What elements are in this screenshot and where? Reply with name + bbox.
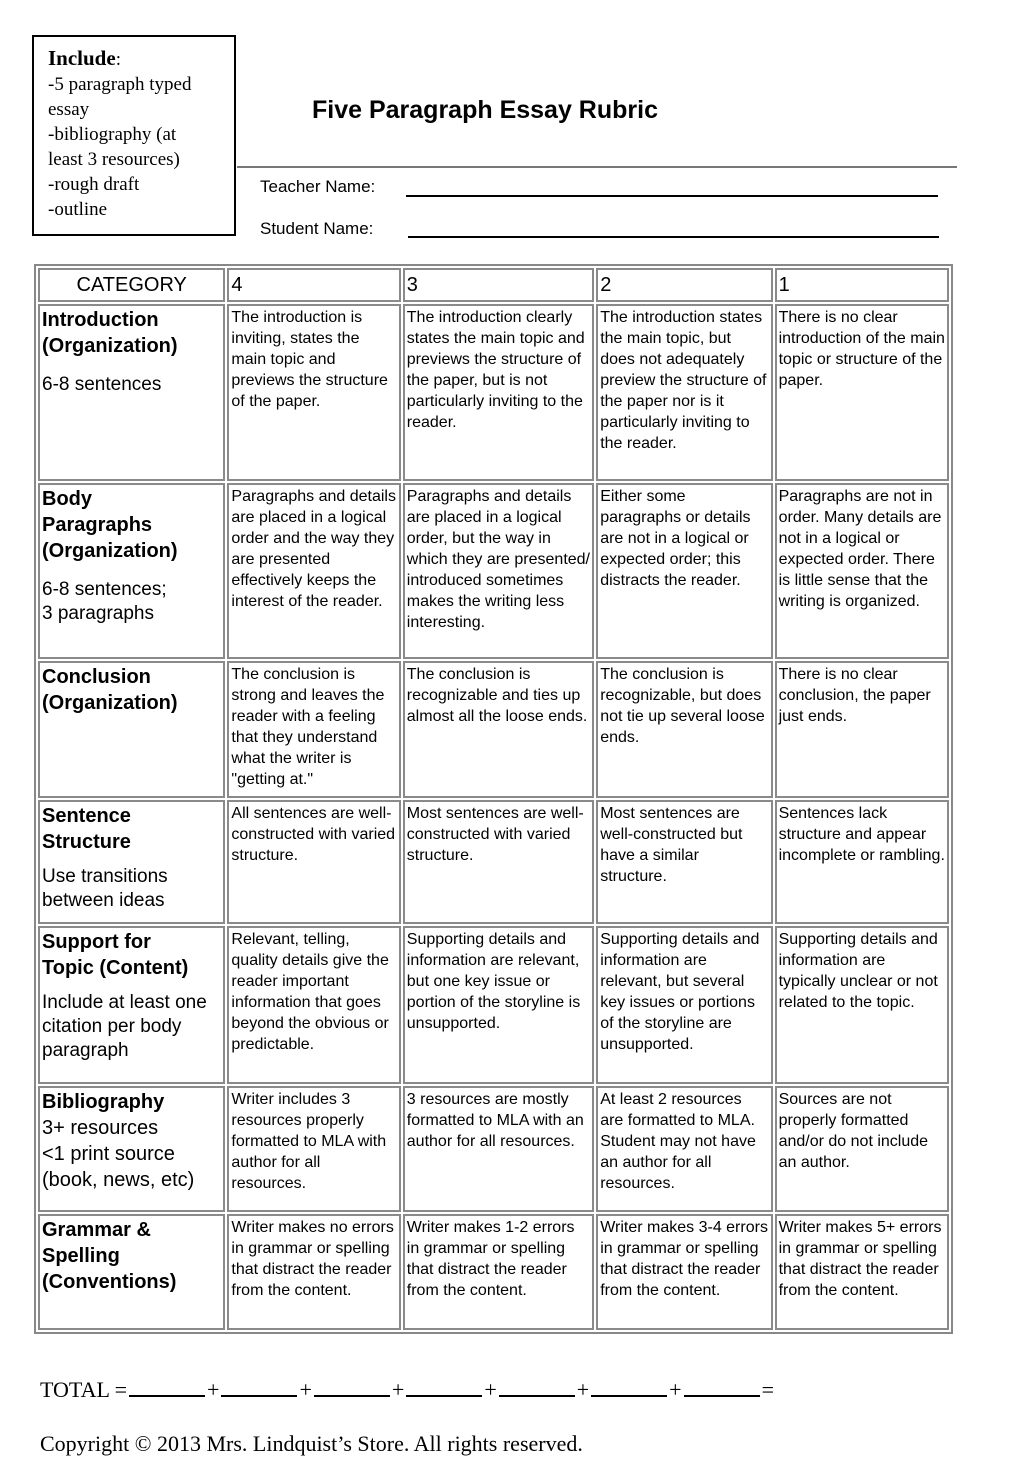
category-cell bbox=[38, 1086, 225, 1212]
category-note: Use transitions bbox=[42, 866, 168, 887]
include-item: essay bbox=[48, 99, 90, 120]
category-cell bbox=[38, 483, 225, 659]
score-cell: Paragraphs and details are placed in a logical order, but the way in which they are presented/ introduced sometimes makes the writing less interesting. bbox=[403, 483, 594, 659]
score-cell: Writer makes 1-2 errors in grammar or spelling that distract the reader from the content. bbox=[403, 1214, 594, 1330]
column-header-score-4: 4 bbox=[227, 268, 400, 302]
score-cell: Supporting details and information are typically unclear or not related to the topic. bbox=[775, 926, 949, 1084]
category-name: Spelling bbox=[42, 1245, 120, 1267]
category-note: Include at least one bbox=[42, 992, 207, 1013]
category-name: Paragraphs bbox=[42, 514, 153, 536]
category-name: (Organization) bbox=[42, 335, 178, 357]
category-name: (Organization) bbox=[42, 692, 178, 714]
score-cell: Most sentences are well-constructed with varied structure. bbox=[403, 800, 594, 924]
category-note: 6-8 sentences; bbox=[42, 579, 167, 600]
include-item: -outline bbox=[48, 199, 108, 220]
score-blank[interactable] bbox=[499, 1377, 575, 1397]
score-cell: Writer includes 3 resources properly formatted to MLA with author for all resources. bbox=[227, 1086, 400, 1212]
score-cell: Either some paragraphs or details are not in a logical or expected order; this distracts the reader. bbox=[596, 483, 772, 659]
plus-sign: + bbox=[207, 1377, 220, 1402]
score-cell: The introduction is inviting, states the main topic and previews the structure of the paper. bbox=[227, 304, 400, 481]
score-cell: There is no clear conclusion, the paper just ends. bbox=[775, 661, 949, 798]
rubric-header-row bbox=[38, 268, 949, 302]
equals-sign: = bbox=[761, 1377, 774, 1402]
score-cell: Writer makes 3-4 errors in grammar or spelling that distract the reader from the content. bbox=[596, 1214, 772, 1330]
category-name: Topic (Content) bbox=[42, 957, 189, 979]
score-blank[interactable] bbox=[591, 1377, 667, 1397]
category-note: (book, news, etc) bbox=[42, 1169, 195, 1191]
teacher-name-label: Teacher Name: bbox=[260, 177, 376, 196]
category-name: Bibliography bbox=[42, 1091, 165, 1113]
score-cell: There is no clear introduction of the main topic or structure of the paper. bbox=[775, 304, 949, 481]
score-cell: The introduction states the main topic, but does not adequately preview the structure of the paper nor is it particularly inviting to the reader. bbox=[596, 304, 772, 481]
score-cell: Writer makes 5+ errors in grammar or spelling that distract the reader from the content. bbox=[775, 1214, 949, 1330]
score-cell: Supporting details and information are relevant, but several key issues or portions of the storyline are unsupported. bbox=[596, 926, 772, 1084]
category-note: between ideas bbox=[42, 890, 165, 911]
score-cell: Relevant, telling, quality details give the reader important information that goes beyond the obvious or predictable. bbox=[227, 926, 400, 1084]
category-cell bbox=[38, 661, 225, 798]
equals-sign: = bbox=[114, 1377, 128, 1402]
include-item: least 3 resources) bbox=[48, 149, 180, 170]
category-note: <1 print source bbox=[42, 1143, 175, 1165]
teacher-name-field[interactable] bbox=[406, 195, 938, 197]
plus-sign: + bbox=[484, 1377, 497, 1402]
include-box bbox=[32, 35, 236, 236]
column-header-score-1: 1 bbox=[775, 268, 949, 302]
include-item: -5 paragraph typed bbox=[48, 74, 192, 95]
score-cell: 3 resources are mostly formatted to MLA with an author for all resources. bbox=[403, 1086, 594, 1212]
score-blank[interactable] bbox=[684, 1377, 760, 1397]
table-row bbox=[38, 1214, 949, 1330]
category-name: Support for bbox=[42, 931, 151, 953]
plus-sign: + bbox=[576, 1377, 590, 1402]
score-cell: Most sentences are well-constructed but have a similar structure. bbox=[596, 800, 772, 924]
plus-sign: + bbox=[669, 1377, 682, 1402]
category-note: citation per body bbox=[42, 1016, 182, 1037]
table-row bbox=[38, 304, 949, 481]
score-cell: Paragraphs and details are placed in a logical order and the way they are presented effectively keeps the interest of the reader. bbox=[227, 483, 400, 659]
score-blank[interactable] bbox=[314, 1377, 390, 1397]
plus-sign: + bbox=[299, 1377, 312, 1402]
title-divider bbox=[237, 166, 957, 168]
include-item: -rough draft bbox=[48, 174, 140, 195]
table-row bbox=[38, 800, 949, 924]
column-header-score-3: 3 bbox=[403, 268, 594, 302]
score-cell: The conclusion is strong and leaves the reader with a feeling that they understand what the writer is "getting at." bbox=[227, 661, 400, 798]
category-cell bbox=[38, 926, 225, 1084]
total-row bbox=[40, 1377, 774, 1403]
score-cell: Writer makes no errors in grammar or spelling that distract the reader from the content. bbox=[227, 1214, 400, 1330]
category-name: Conclusion bbox=[42, 666, 151, 688]
score-cell: All sentences are well-constructed with varied structure. bbox=[227, 800, 400, 924]
category-name: Body bbox=[42, 488, 92, 510]
copyright-notice: Copyright © 2013 Mrs. Lindquist’s Store. All rights reserved. bbox=[40, 1431, 583, 1456]
score-cell: Supporting details and information are relevant, but one key issue or portion of the storyline is unsupported. bbox=[403, 926, 594, 1084]
category-note: 6-8 sentences bbox=[42, 374, 162, 395]
include-item: -bibliography (at bbox=[48, 124, 177, 145]
table-row bbox=[38, 926, 949, 1084]
category-cell bbox=[38, 1214, 225, 1330]
score-cell: The introduction clearly states the main topic and previews the structure of the paper, but is not particularly inviting to the reader. bbox=[403, 304, 594, 481]
score-cell: The conclusion is recognizable, but does not tie up several loose ends. bbox=[596, 661, 772, 798]
category-name: Grammar & bbox=[42, 1219, 151, 1241]
column-header-score-2: 2 bbox=[596, 268, 772, 302]
score-blank[interactable] bbox=[221, 1377, 297, 1397]
plus-sign: + bbox=[391, 1377, 405, 1402]
total-label: TOTAL bbox=[40, 1377, 110, 1402]
column-header-category: CATEGORY bbox=[38, 268, 225, 302]
student-name-field[interactable] bbox=[408, 236, 939, 238]
table-row bbox=[38, 661, 949, 798]
score-blank[interactable] bbox=[406, 1377, 482, 1397]
category-name: Sentence bbox=[42, 805, 131, 827]
category-cell bbox=[38, 304, 225, 481]
category-note: 3 paragraphs bbox=[42, 603, 154, 624]
score-cell: Sources are not properly formatted and/or do not include an author. bbox=[775, 1086, 949, 1212]
table-row bbox=[38, 1086, 949, 1212]
score-cell: Sentences lack structure and appear incomplete or rambling. bbox=[775, 800, 949, 924]
category-name: (Organization) bbox=[42, 540, 178, 562]
category-name: (Conventions) bbox=[42, 1271, 177, 1293]
category-name: Structure bbox=[42, 831, 131, 853]
student-name-label: Student Name: bbox=[260, 219, 374, 238]
score-cell: Paragraphs are not in order. Many details are not in a logical or expected order. There is little sense that the writing is organized. bbox=[775, 483, 949, 659]
score-blank[interactable] bbox=[129, 1377, 205, 1397]
score-cell: At least 2 resources are formatted to MLA. Student may not have an author for all resources. bbox=[596, 1086, 772, 1212]
category-note: 3+ resources bbox=[42, 1117, 159, 1139]
category-name: Introduction bbox=[42, 309, 159, 331]
rubric-table bbox=[34, 264, 953, 1334]
table-row bbox=[38, 483, 949, 659]
score-cell: The conclusion is recognizable and ties up almost all the loose ends. bbox=[403, 661, 594, 798]
category-cell bbox=[38, 800, 225, 924]
include-title: Include: bbox=[48, 46, 121, 70]
category-note: paragraph bbox=[42, 1040, 129, 1061]
page-title: Five Paragraph Essay Rubric bbox=[312, 96, 658, 124]
